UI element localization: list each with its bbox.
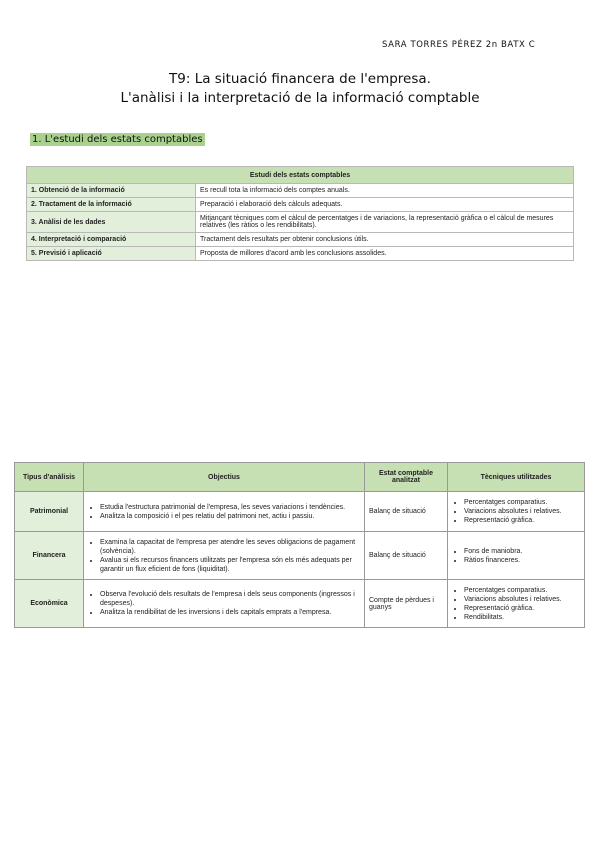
- page-title: [0, 70, 600, 108]
- list-item: • Observa l'evolució dels resultats de l'empresa i dels seus components (ingressos i despeses).: [100, 590, 360, 608]
- list-item: • Analitza la rendibilitat de les inversions i dels capitals emprats a l'empresa.: [100, 608, 360, 617]
- analysis-type: Patrimonial: [15, 492, 84, 532]
- list-item: • Variacions absolutes i relatives.: [464, 595, 580, 604]
- statement-cell: Balanç de situació: [365, 492, 448, 532]
- techniques-cell: [448, 580, 585, 628]
- stage-label: 4. Interpretació i comparació: [27, 233, 196, 247]
- section-heading-1: 1. L'estudi dels estats comptables: [32, 134, 203, 145]
- stage-text: Proposta de millores d'acord amb les conclusions assolides.: [196, 247, 574, 261]
- header-tecniques: Tècniques utilitzades: [448, 463, 585, 492]
- statement-cell: Compte de pèrdues i guanys: [365, 580, 448, 628]
- stages-table: [26, 166, 574, 261]
- analysis-type: Financera: [15, 532, 84, 580]
- list-item: • Estudia l'estructura patrimonial de l'empresa, les seves variacions i tendències.: [100, 503, 360, 512]
- stage-text: Tractament dels resultats per obtenir conclusions útils.: [196, 233, 574, 247]
- list-item: • Fons de maniobra.: [464, 547, 580, 556]
- table-row: [15, 580, 585, 628]
- stage-text: Es recull tota la informació dels comptes anuals.: [196, 184, 574, 198]
- techniques-cell: [448, 492, 585, 532]
- analysis-types-table: [14, 462, 585, 628]
- stage-label: 3. Anàlisi de les dades: [27, 212, 196, 233]
- table-row: [27, 212, 574, 233]
- header-estat: Estat comptable analitzat: [365, 463, 448, 492]
- header-objectius: Objectius: [84, 463, 365, 492]
- objectives-cell: [84, 532, 365, 580]
- stage-label: 1. Obtenció de la informació: [27, 184, 196, 198]
- techniques-cell: [448, 532, 585, 580]
- table-row: [27, 198, 574, 212]
- title-line-2: L'anàlisi i la interpretació de la informació comptable: [120, 90, 480, 106]
- list-item: • Percentatges comparatius.: [464, 498, 580, 507]
- author-name: SARA TORRES PÉREZ 2n BATX C: [382, 40, 536, 50]
- stage-label: 5. Previsió i aplicació: [27, 247, 196, 261]
- stages-table-header: Estudi dels estats comptables: [27, 167, 574, 184]
- stage-text: Mitjançant tècniques com el càlcul de percentatges i de variacions, la representació gràfica o el càlcul de mesures relatives (les ràtios o les rendibilitats).: [196, 212, 574, 233]
- table-row: [15, 492, 585, 532]
- table-row: [27, 184, 574, 198]
- title-line-1: T9: La situació financera de l'empresa.: [169, 71, 431, 87]
- list-item: • Avalua si els recursos financers utilitzats per l'empresa són els més adequats per garantir un flux eficient de fons (liquiditat).: [100, 556, 360, 574]
- list-item: • Rendibilitats.: [464, 613, 580, 622]
- list-item: • Representació gràfica.: [464, 516, 580, 525]
- table-row: [27, 247, 574, 261]
- analysis-type: Econòmica: [15, 580, 84, 628]
- table-row: [27, 233, 574, 247]
- list-item: • Examina la capacitat de l'empresa per atendre les seves obligacions de pagament (solvència).: [100, 538, 360, 556]
- list-item: • Representació gràfica.: [464, 604, 580, 613]
- objectives-cell: [84, 492, 365, 532]
- objectives-cell: [84, 580, 365, 628]
- list-item: • Analitza la composició i el pes relatiu del patrimoni net, actiu i passiu.: [100, 512, 360, 521]
- stage-text: Preparació i elaboració dels càlculs adequats.: [196, 198, 574, 212]
- list-item: • Variacions absolutes i relatives.: [464, 507, 580, 516]
- header-tipus: Tipus d'anàlisis: [15, 463, 84, 492]
- statement-cell: Balanç de situació: [365, 532, 448, 580]
- list-item: • Percentatges comparatius.: [464, 586, 580, 595]
- stage-label: 2. Tractament de la informació: [27, 198, 196, 212]
- list-item: • Ràtios financeres.: [464, 556, 580, 565]
- table-row: [15, 532, 585, 580]
